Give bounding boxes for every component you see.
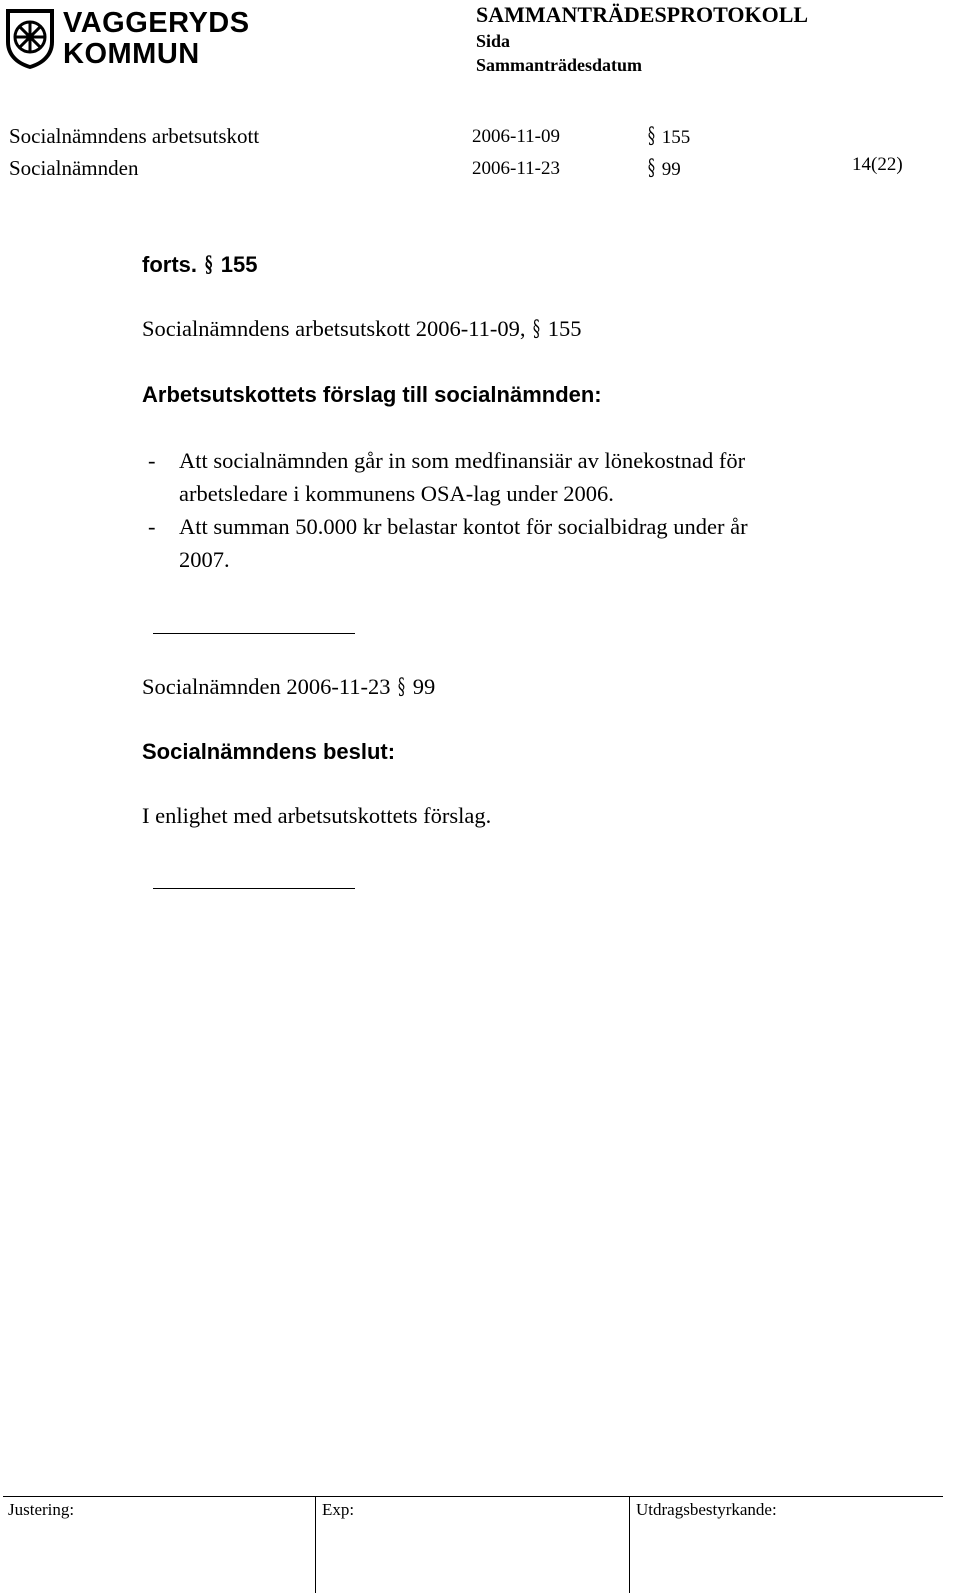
section-symbol: §	[647, 124, 656, 149]
footer-divider	[3, 1496, 943, 1497]
document-title: SAMMANTRÄDESPROTOKOLL	[476, 2, 809, 27]
page-label: Sida	[476, 31, 511, 51]
header-body-2: Socialnämnden	[9, 156, 139, 180]
footer-column-divider	[629, 1496, 630, 1593]
section-separator	[153, 888, 355, 889]
footer-signature-row	[0, 1496, 960, 1593]
section-symbol: §	[205, 252, 213, 278]
continuation-section: 155	[220, 252, 258, 277]
logo-text-line2: KOMMUN	[63, 38, 200, 70]
header-section-1	[646, 124, 690, 149]
reference-line-1	[142, 316, 581, 342]
bullet-dash: -	[148, 514, 156, 539]
coat-of-arms-icon	[3, 6, 57, 70]
section-symbol: §	[398, 675, 406, 700]
reference-line-2	[142, 674, 435, 700]
footer-justering-label: Justering:	[8, 1500, 75, 1519]
reference-section: 155	[547, 316, 582, 341]
section-number: 99	[661, 159, 681, 180]
header-body-1: Socialnämndens arbetsutskott	[9, 124, 260, 148]
section-symbol: §	[647, 156, 656, 181]
bullet-line: arbetsledare i kommunens OSA-lag under 2006.	[179, 481, 614, 506]
header-date-1: 2006-11-09	[472, 126, 560, 147]
section-symbol: §	[533, 317, 541, 342]
bullet-line: 2007.	[179, 547, 230, 572]
page-number: 14(22)	[852, 154, 903, 175]
decision-text: I enlighet med arbetsutskottets förslag.	[142, 803, 492, 828]
section-number: 155	[661, 127, 691, 148]
footer-column-divider	[315, 1496, 316, 1593]
reference-text: Socialnämndens arbetsutskott 2006-11-09,	[142, 316, 526, 341]
header-date-2: 2006-11-23	[472, 158, 560, 179]
continuation-label: forts.	[142, 252, 197, 277]
continuation-heading	[142, 252, 257, 278]
section-separator	[153, 633, 355, 634]
proposal-heading: Arbetsutskottets förslag till socialnämnden:	[142, 382, 602, 407]
footer-exp-label: Exp:	[322, 1500, 355, 1519]
header-section-2	[646, 156, 681, 181]
reference-text: Socialnämnden 2006-11-23	[142, 674, 391, 699]
footer-utdrag-label: Utdragsbestyrkande:	[636, 1500, 777, 1519]
logo-text-line1: VAGGERYDS	[63, 7, 250, 39]
bullet-line: Att socialnämnden går in som medfinansiär av lönekostnad för	[179, 448, 746, 473]
meeting-date-label: Sammanträdesdatum	[476, 55, 643, 75]
reference-section: 99	[412, 674, 436, 699]
municipality-logo	[3, 6, 250, 70]
bullet-dash: -	[148, 448, 156, 473]
decision-heading: Socialnämndens beslut:	[142, 739, 396, 764]
bullet-line: Att summan 50.000 kr belastar kontot för socialbidrag under år	[179, 514, 748, 539]
